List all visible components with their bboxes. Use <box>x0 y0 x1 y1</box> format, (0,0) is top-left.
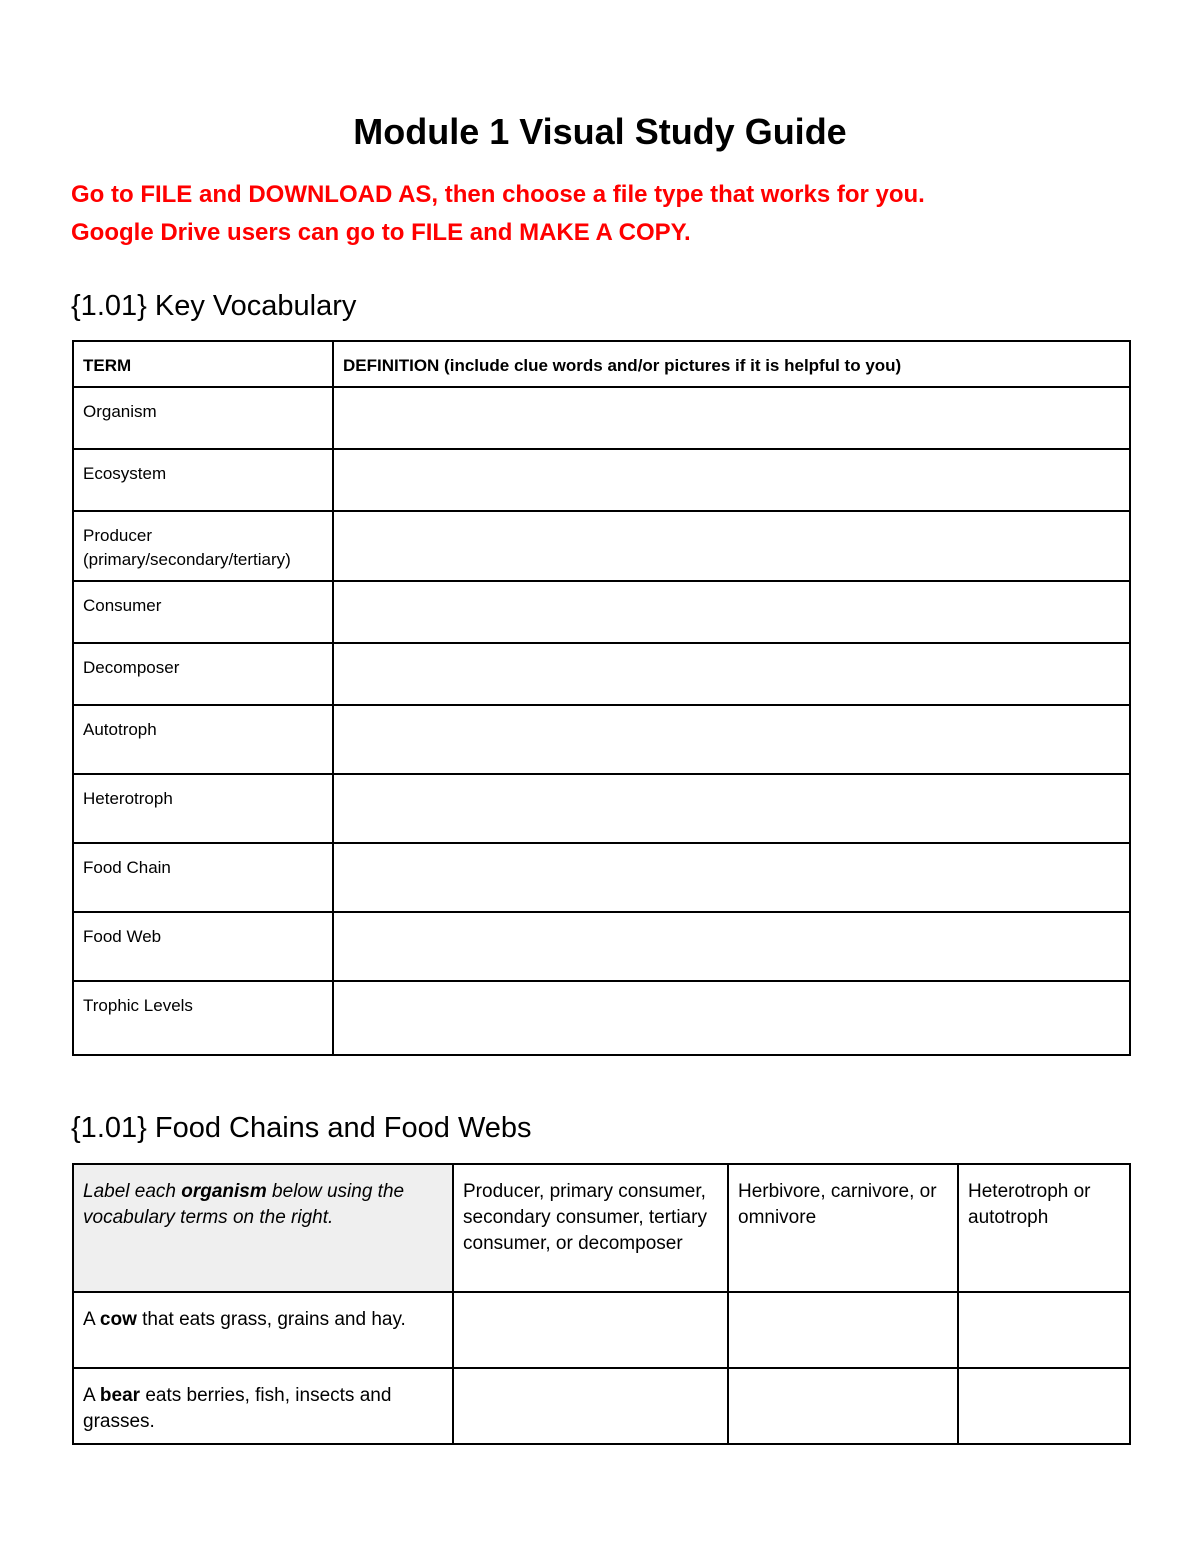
term-column-header: TERM <box>73 341 333 387</box>
table-row <box>73 387 1130 449</box>
instruction-line: Go to FILE and DOWNLOAD AS, then choose a file type that works for you. <box>71 181 925 208</box>
table-row <box>73 705 1130 774</box>
term-subtext: (primary/secondary/tertiary) <box>83 550 291 569</box>
term-cell: Heterotroph <box>73 774 333 843</box>
table-row <box>73 1292 1130 1368</box>
term-cell <box>73 511 333 581</box>
download-instructions <box>71 176 1151 252</box>
answer-cell[interactable] <box>728 1368 958 1444</box>
vocabulary-heading: {1.01} Key Vocabulary <box>71 290 357 322</box>
definition-cell[interactable] <box>333 449 1130 511</box>
answer-cell[interactable] <box>958 1292 1130 1368</box>
table-row <box>73 643 1130 705</box>
table-row <box>73 1368 1130 1444</box>
page-title: Module 1 Visual Study Guide <box>353 111 847 152</box>
instruction-bold: organism <box>181 1181 267 1202</box>
table-row <box>73 843 1130 912</box>
term-cell: Consumer <box>73 581 333 643</box>
definition-cell[interactable] <box>333 581 1130 643</box>
food-web-table <box>72 1163 1131 1445</box>
organism-name: cow <box>99 1309 137 1330</box>
organism-description: that eats grass, grains and hay. <box>136 1309 406 1330</box>
answer-cell[interactable] <box>453 1368 728 1444</box>
organism-name: bear <box>99 1385 141 1406</box>
organism-cell <box>73 1292 453 1368</box>
table-row <box>73 981 1130 1055</box>
definition-cell[interactable] <box>333 643 1130 705</box>
definition-column-header: DEFINITION (include clue words and/or pictures if it is helpful to you) <box>333 341 1130 387</box>
table-row <box>73 449 1130 511</box>
definition-cell[interactable] <box>333 705 1130 774</box>
table-row <box>73 912 1130 981</box>
answer-cell[interactable] <box>958 1368 1130 1444</box>
organism-prefix: A <box>83 1309 100 1330</box>
food-webs-heading: {1.01} Food Chains and Food Webs <box>71 1112 532 1144</box>
term-cell: Ecosystem <box>73 449 333 511</box>
definition-cell[interactable] <box>333 843 1130 912</box>
table-header-row <box>73 341 1130 387</box>
diet-column-header: Herbivore, carnivore, or omnivore <box>728 1164 958 1292</box>
table-row <box>73 774 1130 843</box>
definition-cell[interactable] <box>333 774 1130 843</box>
definition-cell[interactable] <box>333 981 1130 1055</box>
term-text: Producer <box>83 526 152 545</box>
instruction-suffix: below using the vocabulary terms on the right. <box>83 1181 405 1228</box>
table-header-row <box>73 1164 1130 1292</box>
nutrition-column-header: Heterotroph or autotroph <box>958 1164 1130 1292</box>
term-cell: Food Web <box>73 912 333 981</box>
definition-cell[interactable] <box>333 912 1130 981</box>
label-instruction-cell <box>73 1164 453 1292</box>
organism-prefix: A <box>83 1385 100 1406</box>
term-cell: Food Chain <box>73 843 333 912</box>
definition-cell[interactable] <box>333 511 1130 581</box>
definition-cell[interactable] <box>333 387 1130 449</box>
table-row <box>73 581 1130 643</box>
trophic-role-column-header: Producer, primary consumer, secondary consumer, tertiary consumer, or decomposer <box>453 1164 728 1292</box>
term-cell: Organism <box>73 387 333 449</box>
answer-cell[interactable] <box>728 1292 958 1368</box>
term-cell: Decomposer <box>73 643 333 705</box>
instruction-line: Google Drive users can go to FILE and MAKE A COPY. <box>71 219 691 246</box>
answer-cell[interactable] <box>453 1292 728 1368</box>
term-cell: Autotroph <box>73 705 333 774</box>
term-cell: Trophic Levels <box>73 981 333 1055</box>
organism-cell <box>73 1368 453 1444</box>
table-row <box>73 511 1130 581</box>
instruction-prefix: Label each <box>83 1181 182 1202</box>
organism-description: eats berries, fish, insects and grasses. <box>83 1385 392 1432</box>
vocabulary-table <box>72 340 1131 1056</box>
